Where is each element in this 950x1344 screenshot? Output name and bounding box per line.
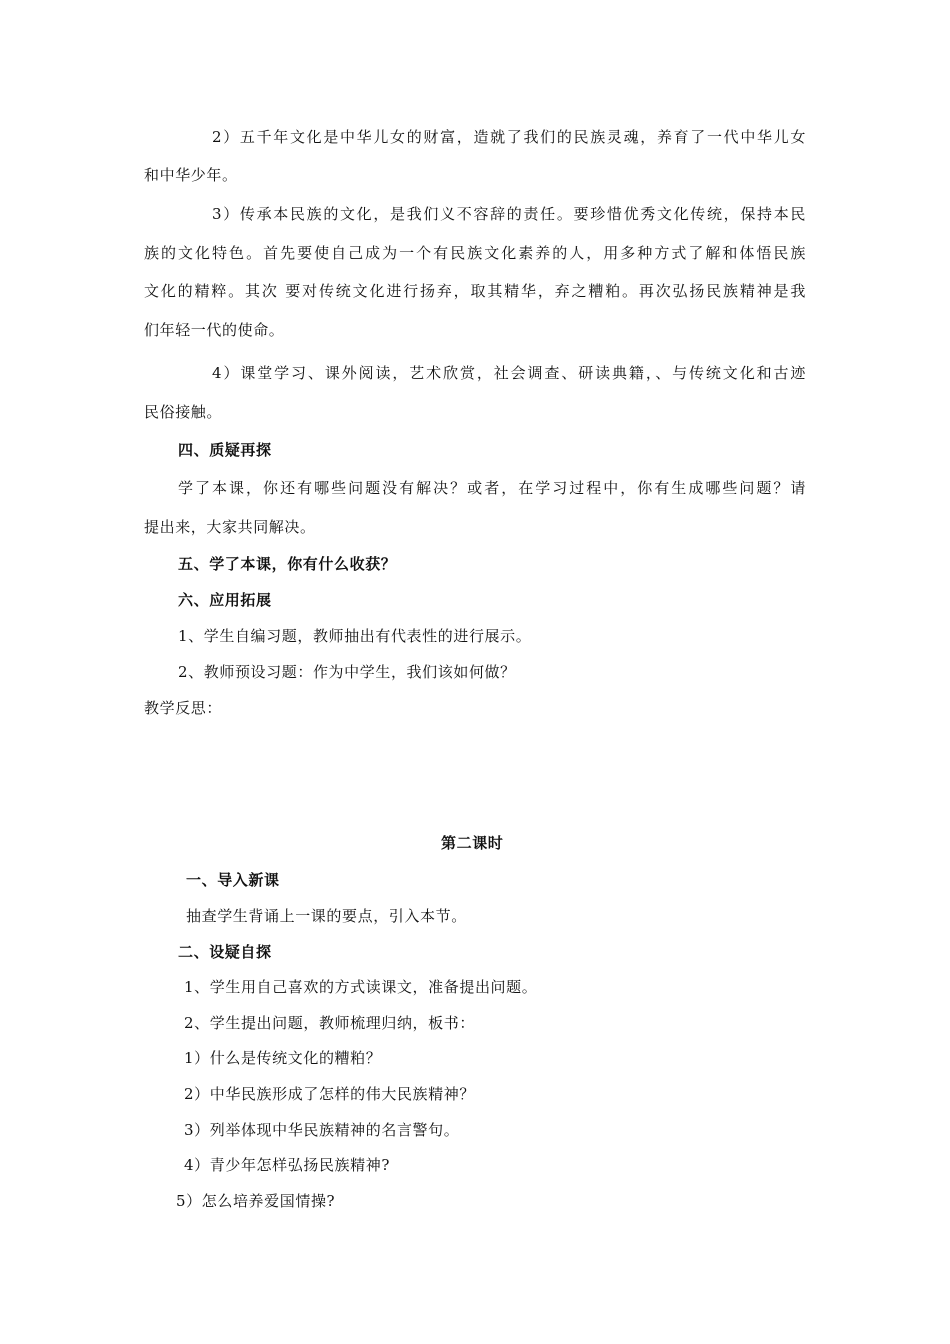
extend-item-1: 1、学生自编习题，教师抽出有代表性的进行展示。: [178, 627, 532, 645]
extend-item-2: 2、教师预设习题：作为中学生，我们该如何做？: [178, 663, 516, 681]
paragraph-2-line-1: 2）五千年文化是中华儿女的财富，造就了我们的民族灵魂，养育了一代中华儿女: [212, 128, 806, 146]
paragraph-3-line-4: 们年轻一代的使命。: [144, 321, 285, 339]
question-item: 3）列举体现中华民族精神的名言警句。: [184, 1121, 460, 1139]
paragraph-3-line-1: 3）传承本民族的文化，是我们义不容辞的责任。要珍惜优秀文化传统，保持本民: [212, 205, 806, 223]
question-item: 1）什么是传统文化的糟粕？: [184, 1049, 382, 1067]
intro-text: 抽查学生背诵上一课的要点，引入本节。: [186, 907, 467, 925]
lesson-title: 第二课时: [441, 834, 504, 852]
question-paragraph-line-1: 学了本课，你还有哪些问题没有解决？或者，在学习过程中，你有生成哪些问题？请: [178, 479, 806, 497]
step-item-2: 2、学生提出问题，教师梳理归纳，板书：: [184, 1014, 475, 1032]
question-item: 5）怎么培养爱国情操?: [176, 1192, 336, 1210]
section-heading-5: 五、学了本课，你有什么收获？: [178, 555, 397, 573]
teaching-reflection-label: 教学反思：: [144, 699, 223, 717]
section-heading-4: 四、质疑再探: [178, 441, 272, 459]
paragraph-2-line-2: 和中华少年。: [144, 166, 238, 184]
paragraph-4-line-1: 4）课堂学习、课外阅读，艺术欣赏，社会调查、研读典籍，、与传统文化和古迹: [212, 364, 806, 382]
section-heading-1: 一、导入新课: [186, 871, 280, 889]
paragraph-4-line-2: 民俗接触。: [144, 403, 223, 421]
paragraph-3-line-3: 文化的精粹。其次 要对传统文化进行扬弃，取其精华，弃之糟粕。再次弘扬民族精神是我: [144, 282, 806, 300]
step-item-1: 1、学生用自己喜欢的方式读课文，准备提出问题。: [184, 978, 538, 996]
section-heading-6: 六、应用拓展: [178, 591, 272, 609]
question-item: 2）中华民族形成了怎样的伟大民族精神？: [184, 1085, 475, 1103]
question-paragraph-line-2: 提出来，大家共同解决。: [144, 518, 316, 536]
section-heading-2: 二、设疑自探: [178, 943, 272, 961]
paragraph-3-line-2: 族的文化特色。首先要使自己成为一个有民族文化素养的人，用多种方式了解和体悟民族: [144, 244, 806, 262]
question-item: 4）青少年怎样弘扬民族精神?: [184, 1156, 390, 1174]
